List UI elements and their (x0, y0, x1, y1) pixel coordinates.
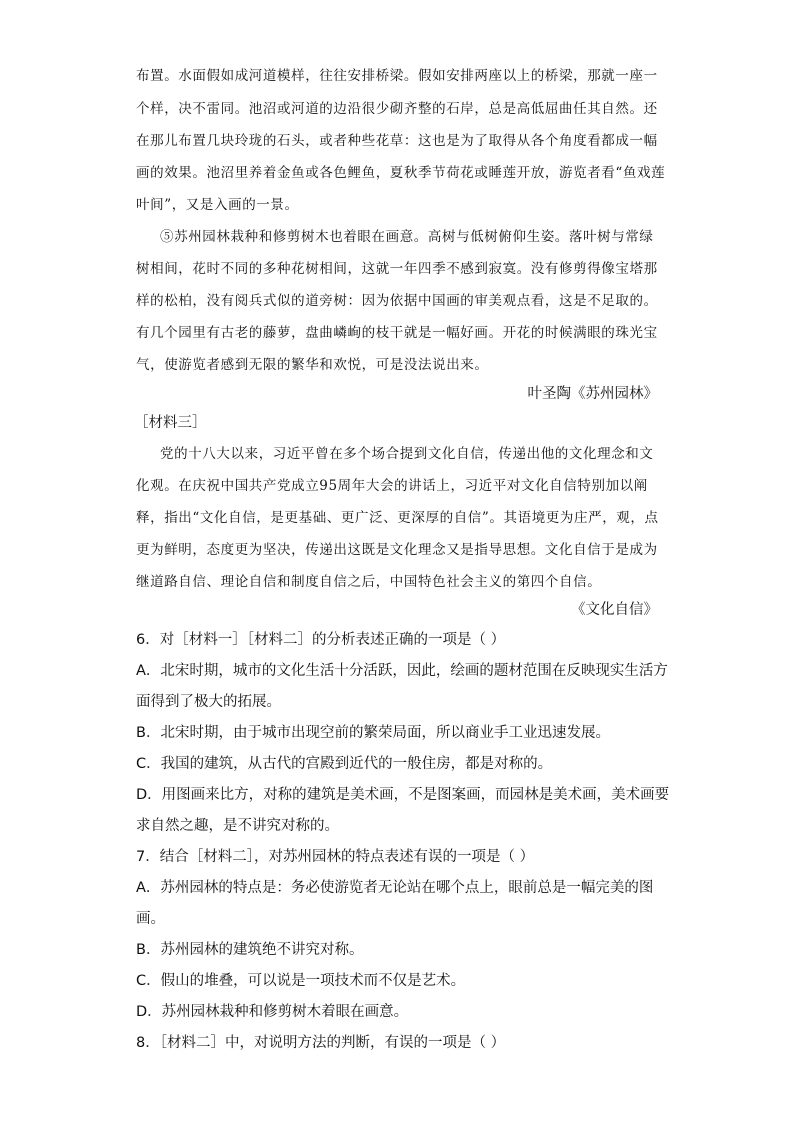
material2-line: 气，使游览者感到无限的繁华和欢悦，可是没法说出来。 (136, 357, 489, 373)
question-8-stem: 8．［材料二］中，对说明方法的判断，有误的一项是（ ） (136, 1035, 506, 1051)
material2-line: 树相间，花时不同的多种花树相间，这就一年四季不感到寂寞。没有修剪得像宝塔那 (136, 261, 658, 277)
material3-line: 党的十八大以来，习近平曾在多个场合提到文化自信，传递出他的文化理念和文 (160, 446, 654, 462)
question-6-option: B．北宋时期，由于城市出现空前的繁荣局面，所以商业手工业迅速发展。 (136, 725, 610, 741)
question-7-option: D．苏州园林栽种和修剪树木着眼在画意。 (136, 1004, 409, 1020)
question-7-option: C．假山的堆叠，可以说是一项技术而不仅是艺术。 (136, 973, 466, 989)
question-7-option: A．苏州园林的特点是：务必使游览者无论站在哪个点上，眼前总是一幅完美的图 (136, 880, 654, 896)
material2-line: 画的效果。池沼里养着金鱼或各色鲤鱼，夏秋季节荷花或睡莲开放，游览者看“鱼戏莲 (136, 165, 666, 181)
material2-source: 叶圣陶《苏州园林》 (527, 386, 658, 402)
material2-line: ⑤苏州园林栽种和修剪树木也着眼在画意。高树与低树俯仰生姿。落叶树与常绿 (160, 229, 654, 245)
question-6-option: 求自然之趣，是不讲究对称的。 (136, 818, 339, 834)
material3-source: 《文化自信》 (571, 602, 658, 618)
material3-line: 释，指出“文化自信，是更基础、更广泛、更深厚的自信”。其语境更为庄严，观，点 (136, 510, 659, 526)
question-6-option: A．北宋时期，城市的文化生活十分活跃，因此，绘画的题材范围在反映现实生活方 (136, 663, 668, 679)
question-7-option: 画。 (136, 911, 165, 927)
material2-line: 在那儿布置几块玲珑的石头，或者种些花草：这也是为了取得从各个角度看都成一幅 (136, 133, 658, 149)
material2-line: 有几个园里有古老的藤萝，盘曲嶙峋的枝干就是一幅好画。开花的时候满眼的珠光宝 (136, 325, 658, 341)
question-6-stem: 6．对［材料一］［材料二］的分析表述正确的一项是（ ） (136, 632, 506, 648)
material2-line: 样的松柏，没有阅兵式似的道旁树：因为依据中国画的审美观点看，这是不足取的。 (136, 293, 658, 309)
material3-line: 继道路自信、理论自信和制度自信之后，中国特色社会主义的第四个自信。 (136, 574, 602, 590)
material2-line: 叶间”，又是入画的一景。 (136, 197, 299, 213)
question-7-stem: 7．结合［材料二］，对苏州园林的特点表述有误的一项是（ ） (136, 849, 535, 865)
material3-line: 化观。在庆祝中国共产党成立95周年大会的讲话上，习近平对文化自信特别加以阐 (136, 478, 648, 494)
question-7-option: B．苏州园林的建筑绝不讲究对称。 (136, 942, 364, 958)
material3-line: 更为鲜明，态度更为坚决，传递出这既是文化理念又是指导思想。文化自信于是成为 (136, 542, 658, 558)
question-6-option: 面得到了极大的拓展。 (136, 694, 281, 710)
question-6-option: D．用图画来比方，对称的建筑是美术画，不是图案画，而园林是美术画，美术画要 (136, 787, 670, 803)
question-6-option: C．我国的建筑，从古代的宫殿到近代的一般住房，都是对称的。 (136, 756, 553, 772)
material2-line: 布置。水面假如成河道模样，往往安排桥梁。假如安排两座以上的桥梁，那就一座一 (136, 68, 658, 84)
material2-line: 个样，决不雷同。池沼或河道的边沿很少砌齐整的石岸，总是高低屈曲任其自然。还 (136, 101, 658, 117)
material3-heading: ［材料三］ (134, 415, 207, 431)
